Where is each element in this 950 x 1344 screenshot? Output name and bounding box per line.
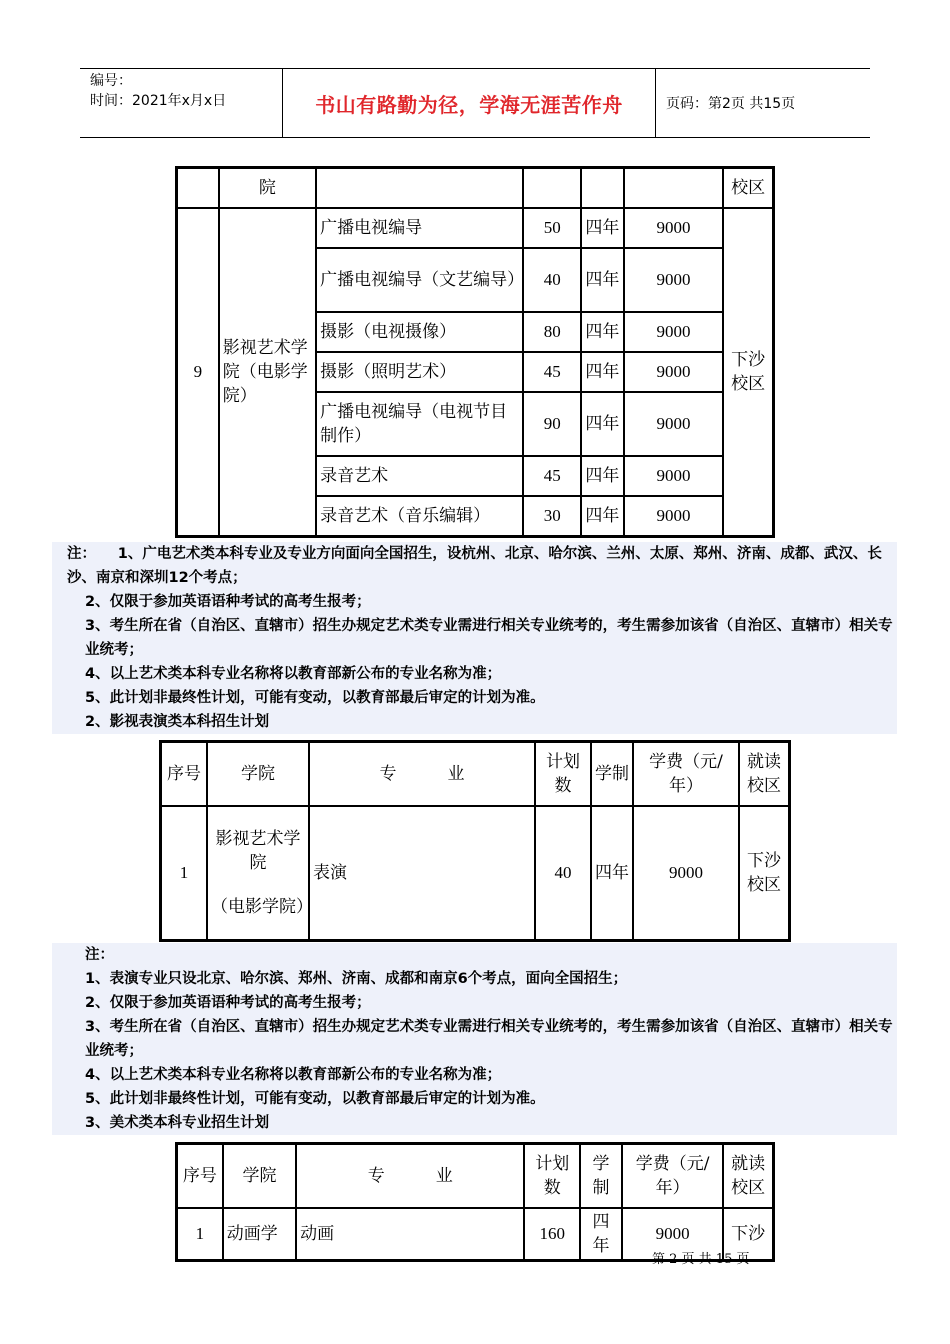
- plan-cell: 30: [523, 496, 581, 536]
- notes-section-1: [52, 542, 897, 734]
- seq-header: 序号: [177, 1144, 223, 1208]
- major-cell: 动画: [296, 1208, 524, 1260]
- plan-cell: 90: [523, 392, 581, 456]
- campus-header: 就读校区: [739, 742, 789, 806]
- plan-header: 计划数: [524, 1144, 580, 1208]
- college-header: 学院: [223, 1144, 296, 1208]
- note-line: 3、考生所在省（自治区、直辖市）招生办规定艺术类专业需进行相关专业统考的，考生需参加该省（自治区、直辖市）相关专业统考；: [85, 618, 893, 658]
- plan-cell: 45: [523, 456, 581, 496]
- notes-section-2: [52, 943, 897, 1135]
- note-line: 3、考生所在省（自治区、直辖市）招生办规定艺术类专业需进行相关专业统考的，考生需参加该省（自治区、直辖市）相关专业统考；: [85, 1019, 893, 1059]
- seq-cell: 1: [161, 806, 207, 940]
- plan-cell: 40: [523, 248, 581, 312]
- header-meta: [80, 69, 283, 137]
- major-cell: 广播电视编导（电视节目制作）: [316, 392, 523, 456]
- fee-cell: 9000: [633, 806, 739, 940]
- years-cell: 四年: [581, 208, 624, 248]
- note-line: 注： 1、广电艺术类本科专业及专业方向面向全国招生，设杭州、北京、哈尔滨、兰州、太原、郑州、济南、成都、武汉、长沙、南京和深圳12个考点；: [67, 546, 882, 586]
- years-cell: 四年: [581, 392, 624, 456]
- note-line: 2、仅限于参加英语语种考试的高考生报考；: [85, 995, 371, 1011]
- fee-cell: 9000: [624, 352, 723, 392]
- major-cell: 摄影（电视摄像）: [316, 312, 523, 352]
- section-heading: 2、影视表演类本科招生计划: [85, 714, 270, 730]
- years-header: 学制: [580, 1144, 622, 1208]
- broadcast-plan-table: [175, 166, 775, 538]
- table-row: [177, 168, 773, 208]
- fee-cell: 9000: [624, 312, 723, 352]
- major-cell: 表演: [309, 806, 535, 940]
- plan-cell: 160: [524, 1208, 580, 1260]
- note-line: 注：: [85, 947, 114, 963]
- seq-cell: 1: [177, 1208, 223, 1260]
- years-cell: 四年: [581, 352, 624, 392]
- fee-header: 学费（元/年）: [633, 742, 739, 806]
- major-cell: 广播电视编导: [316, 208, 523, 248]
- seq-cell: 9: [177, 208, 219, 536]
- section-heading: 3、美术类本科专业招生计划: [85, 1115, 270, 1131]
- major-cell: 录音艺术: [316, 456, 523, 496]
- note-line: 2、仅限于参加英语语种考试的高考生报考；: [85, 594, 371, 610]
- document-number-label: 编号：: [90, 73, 132, 89]
- years-cell: 四年: [581, 456, 624, 496]
- fine-arts-plan-table: [175, 1142, 775, 1262]
- major-header: 专 业: [296, 1144, 524, 1208]
- note-line: 4、以上艺术类本科专业名称将以教育部新公布的专业名称为准；: [85, 1067, 502, 1083]
- college-cell: [207, 806, 313, 940]
- table-header-row: [161, 742, 789, 806]
- note-line: 4、以上艺术类本科专业名称将以教育部新公布的专业名称为准；: [85, 666, 502, 682]
- years-header: 学制: [591, 742, 633, 806]
- fee-header: 学费（元/年）: [622, 1144, 723, 1208]
- acting-plan-table: [159, 740, 791, 942]
- table-row: [177, 208, 773, 248]
- table-header-row: [177, 1144, 773, 1208]
- major-cell: 广播电视编导（文艺编导）: [316, 248, 523, 312]
- fee-cell: 9000: [624, 248, 723, 312]
- fee-cell: 9000: [624, 496, 723, 536]
- college-alias: （电影学院）: [211, 897, 313, 917]
- campus-cell: 下沙校区: [739, 806, 789, 940]
- header-page-info: 页码：第2页 共15页: [666, 96, 796, 112]
- seq-header: 序号: [161, 742, 207, 806]
- note-line: 5、此计划非最终性计划，可能有变动，以教育部最后审定的计划为准。: [85, 1091, 545, 1107]
- college-cell: 动画学: [223, 1208, 296, 1260]
- years-cell: 四年: [581, 496, 624, 536]
- plan-cell: 80: [523, 312, 581, 352]
- years-cell: 四年: [591, 806, 633, 940]
- page-footer: 第 2 页 共 15 页: [652, 1252, 750, 1267]
- plan-cell: 50: [523, 208, 581, 248]
- college-header: 学院: [207, 742, 309, 806]
- page-header: [80, 68, 870, 138]
- campus-header: 就读校区: [723, 1144, 773, 1208]
- document-date: 时间：2021年x月x日: [90, 93, 227, 109]
- campus-cell: 下沙校区: [723, 208, 773, 536]
- years-cell: 四年: [580, 1208, 622, 1260]
- table-row: [161, 806, 789, 940]
- plan-header: 计划数: [535, 742, 591, 806]
- plan-cell: 40: [535, 806, 591, 940]
- major-cell: 摄影（照明艺术）: [316, 352, 523, 392]
- fee-cell: 9000: [624, 456, 723, 496]
- note-line: 5、此计划非最终性计划，可能有变动，以教育部最后审定的计划为准。: [85, 690, 545, 706]
- years-cell: 四年: [581, 312, 624, 352]
- plan-cell: 45: [523, 352, 581, 392]
- major-cell: 录音艺术（音乐编辑）: [316, 496, 523, 536]
- note-line: 1、表演专业只设北京、哈尔滨、郑州、济南、成都和南京6个考点，面向全国招生；: [85, 971, 628, 987]
- campus-header-fragment: 校区: [723, 168, 773, 208]
- college-cell: 影视艺术学院（电影学院）: [219, 208, 316, 536]
- major-header: 专 业: [309, 742, 535, 806]
- fee-cell: 9000: [624, 392, 723, 456]
- fee-cell: 9000: [622, 1208, 723, 1260]
- college-header-fragment: 院: [219, 168, 316, 208]
- fee-cell: 9000: [624, 208, 723, 248]
- college-name: 影视艺术学院: [215, 829, 301, 873]
- header-motto: 书山有路勤为径，学海无涯苦作舟: [283, 69, 656, 137]
- years-cell: 四年: [581, 248, 624, 312]
- campus-cell: 下沙: [723, 1208, 773, 1260]
